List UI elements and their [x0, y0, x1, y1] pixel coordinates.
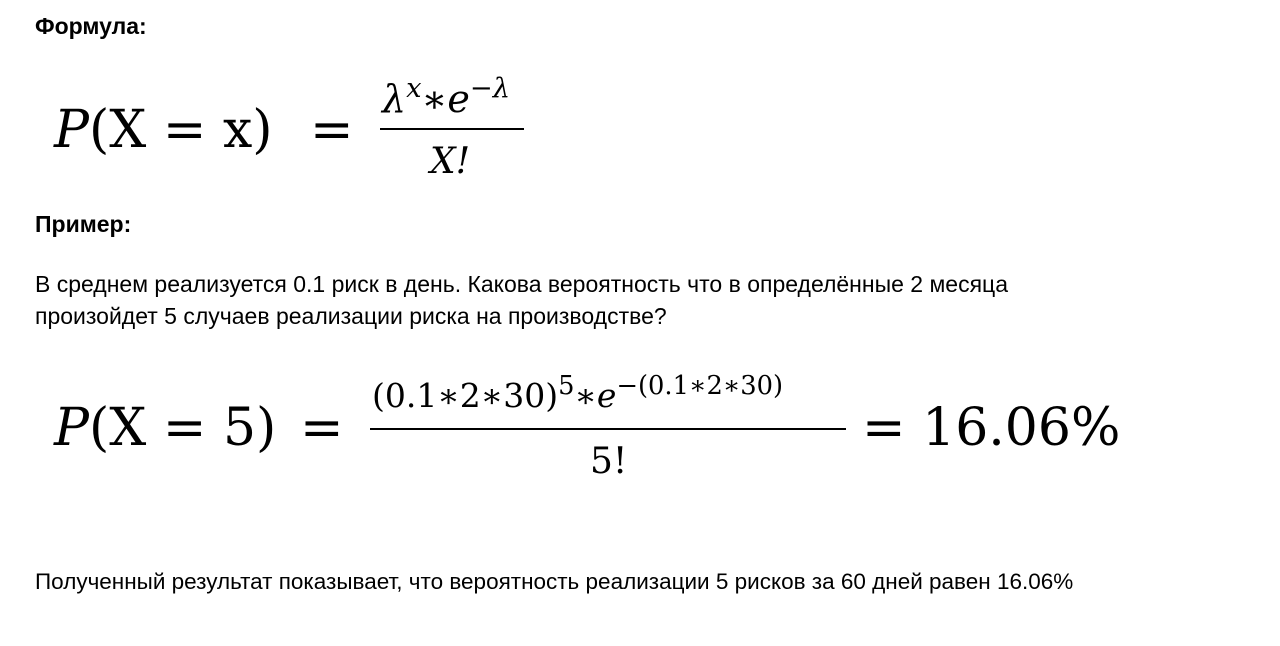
- formula-denominator: X!: [430, 141, 471, 182]
- formula-lhs-paren-open: (: [89, 100, 110, 160]
- formula-num-base: λ: [382, 77, 407, 121]
- example-result: [862, 398, 1120, 458]
- example-formula-lhs: [54, 398, 276, 458]
- formula-lhs-body: X = x: [109, 100, 253, 160]
- example-formula-denominator: 5!: [590, 441, 628, 482]
- formula-lhs-p: P: [54, 100, 89, 160]
- example-num-op: ∗: [574, 376, 597, 415]
- example-text: [35, 268, 1008, 332]
- example-result-equals: =: [862, 398, 906, 458]
- example-lhs-paren-open: (: [89, 398, 110, 458]
- formula-num-op: ∗: [421, 77, 448, 121]
- example-result-value: 16.06%: [922, 398, 1121, 458]
- conclusion-text: Полученный результат показывает, что вероятность реализации 5 рисков за 60 дней равен 16.06%: [35, 569, 1074, 594]
- example-formula-equals: =: [300, 398, 344, 458]
- example-heading: Пример:: [35, 211, 132, 237]
- formula-numerator: [382, 72, 511, 123]
- example-lhs-paren-close: ): [256, 398, 277, 458]
- formula-num-base-exp: x: [406, 72, 422, 104]
- formula-heading: Формула:: [35, 13, 147, 39]
- formula-num-e-exp: −λ: [469, 72, 511, 104]
- example-text-line-2: произойдет 5 случаев реализации риска на производстве?: [35, 303, 667, 329]
- example-num-base: (0.1∗2∗30): [372, 376, 559, 415]
- example-lhs-body: X = 5: [109, 398, 257, 458]
- formula-lhs: [54, 100, 273, 160]
- example-text-line-1: В среднем реализуется 0.1 риск в день. Какова вероятность что в определённые 2 месяца: [35, 271, 1009, 297]
- example-num-base-exp: 5: [558, 371, 575, 402]
- example-formula-numerator: [372, 372, 783, 420]
- example-lhs-p: P: [54, 398, 89, 458]
- formula-fraction-bar: [380, 128, 524, 130]
- example-fraction-bar: [370, 428, 846, 430]
- example-num-e-exp: −(0.1∗2∗30): [616, 371, 784, 402]
- formula-lhs-paren-close: ): [252, 100, 273, 160]
- formula-equals: =: [310, 100, 354, 160]
- formula-num-e: e: [447, 77, 470, 121]
- example-num-e: e: [596, 376, 617, 415]
